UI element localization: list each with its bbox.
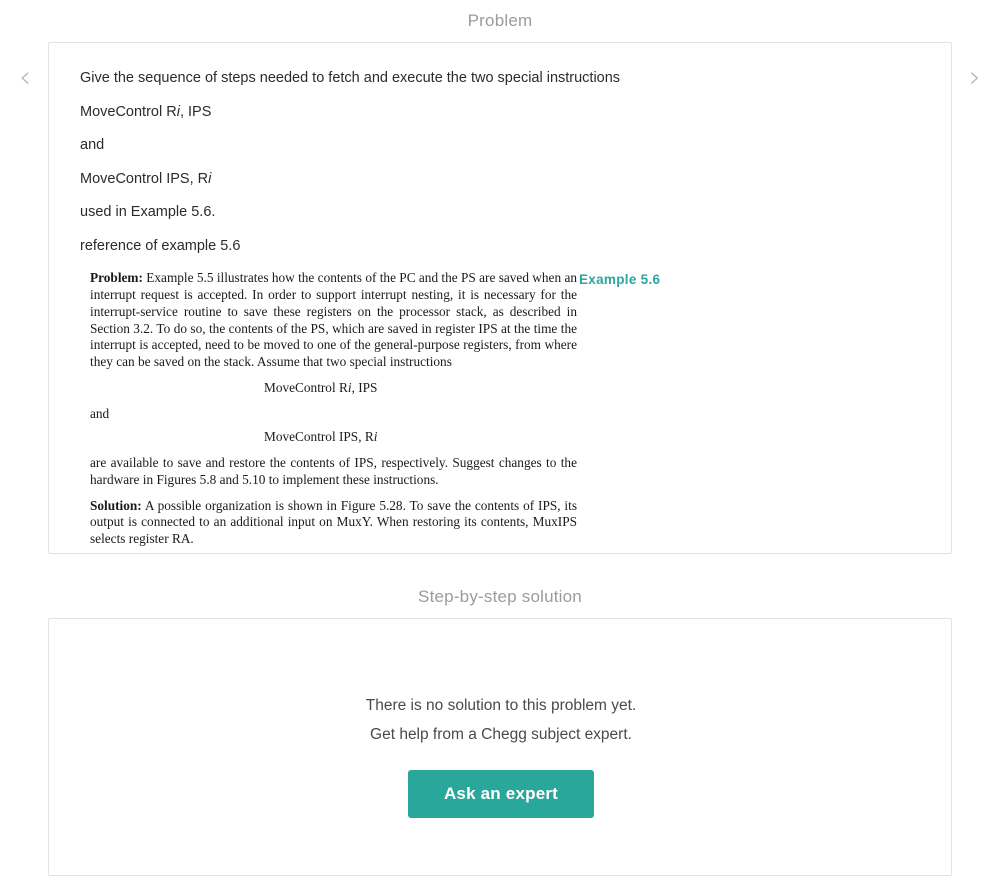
instruction-1-prefix: MoveControl R <box>80 103 177 120</box>
problem-card <box>48 42 952 554</box>
problem-statement <box>49 43 951 548</box>
excerpt-solution-label: Solution: <box>90 497 142 513</box>
excerpt-instruction-2 <box>90 429 664 446</box>
chevron-left-icon[interactable]: ‹ <box>19 60 31 95</box>
excerpt-example-tag: Example 5.6 <box>579 272 661 288</box>
chevron-right-icon[interactable]: › <box>969 60 981 95</box>
excerpt-instruction-1 <box>90 380 664 397</box>
problem-section-title: Problem <box>467 11 533 30</box>
solution-section-title: Step-by-step solution <box>418 587 582 606</box>
problem-and-connector: and <box>80 137 105 154</box>
excerpt-instruction-2-text: MoveControl IPS, R <box>264 429 374 445</box>
textbook-excerpt <box>90 270 710 548</box>
excerpt-problem-label: Problem: <box>90 270 143 286</box>
problem-reference-note: reference of example 5.6 <box>80 237 241 254</box>
excerpt-problem-paragraph <box>90 270 577 371</box>
no-solution-line-2: Get help from a Chegg subject expert. <box>370 726 632 743</box>
excerpt-and-connector: and <box>90 405 110 421</box>
problem-instruction-2 <box>80 170 921 190</box>
problem-line-intro: Give the sequence of steps needed to fetch and execute the two special instructions <box>80 70 621 86</box>
excerpt-instruction-1-text: MoveControl R <box>264 379 348 395</box>
no-solution-block <box>49 697 953 818</box>
excerpt-instruction-2-register: i <box>373 429 378 445</box>
excerpt-instruction-1-suffix: , IPS <box>351 379 378 395</box>
excerpt-after-paragraph: are available to save and restore the contents of IPS, respectively. Suggest changes to the hardware in Figures 5.8 and 5.10 to implement these instructions. <box>90 455 577 487</box>
instruction-2-register-italic: i <box>208 170 212 187</box>
problem-instruction-1 <box>80 103 921 123</box>
instruction-1-suffix: , IPS <box>179 103 212 120</box>
problem-reference-line: used in Example 5.6. <box>80 204 216 221</box>
instruction-1-register-italic: i <box>176 103 180 120</box>
solution-card <box>48 618 952 876</box>
no-solution-line-1: There is no solution to this problem yet. <box>365 697 637 714</box>
excerpt-instruction-1-register: i <box>347 379 352 395</box>
ask-an-expert-button[interactable]: Ask an expert <box>408 770 594 818</box>
excerpt-solution-text: A possible organization is shown in Figure 5.28. To save the contents of IPS, its output is connected to an additional input on MuxY. When restoring its contents, MuxIPS selects register RA. <box>90 497 577 547</box>
instruction-2-prefix: MoveControl IPS, R <box>80 170 209 187</box>
excerpt-problem-text: Example 5.5 illustrates how the contents of the PC and the PS are saved when an interrupt request is accepted. In order to support interrupt nesting, it is necessary for the interrupt-service routine to save these registers on the processor stack, as described in Section 3.2. To do so, the contents of the PS, which are saved in register IPS at the time the interrupt is accepted, need to be moved to one of the general-purpose registers, from where they can be saved on the stack. Assume that two special instructions <box>90 270 577 370</box>
excerpt-solution-paragraph <box>90 498 577 548</box>
